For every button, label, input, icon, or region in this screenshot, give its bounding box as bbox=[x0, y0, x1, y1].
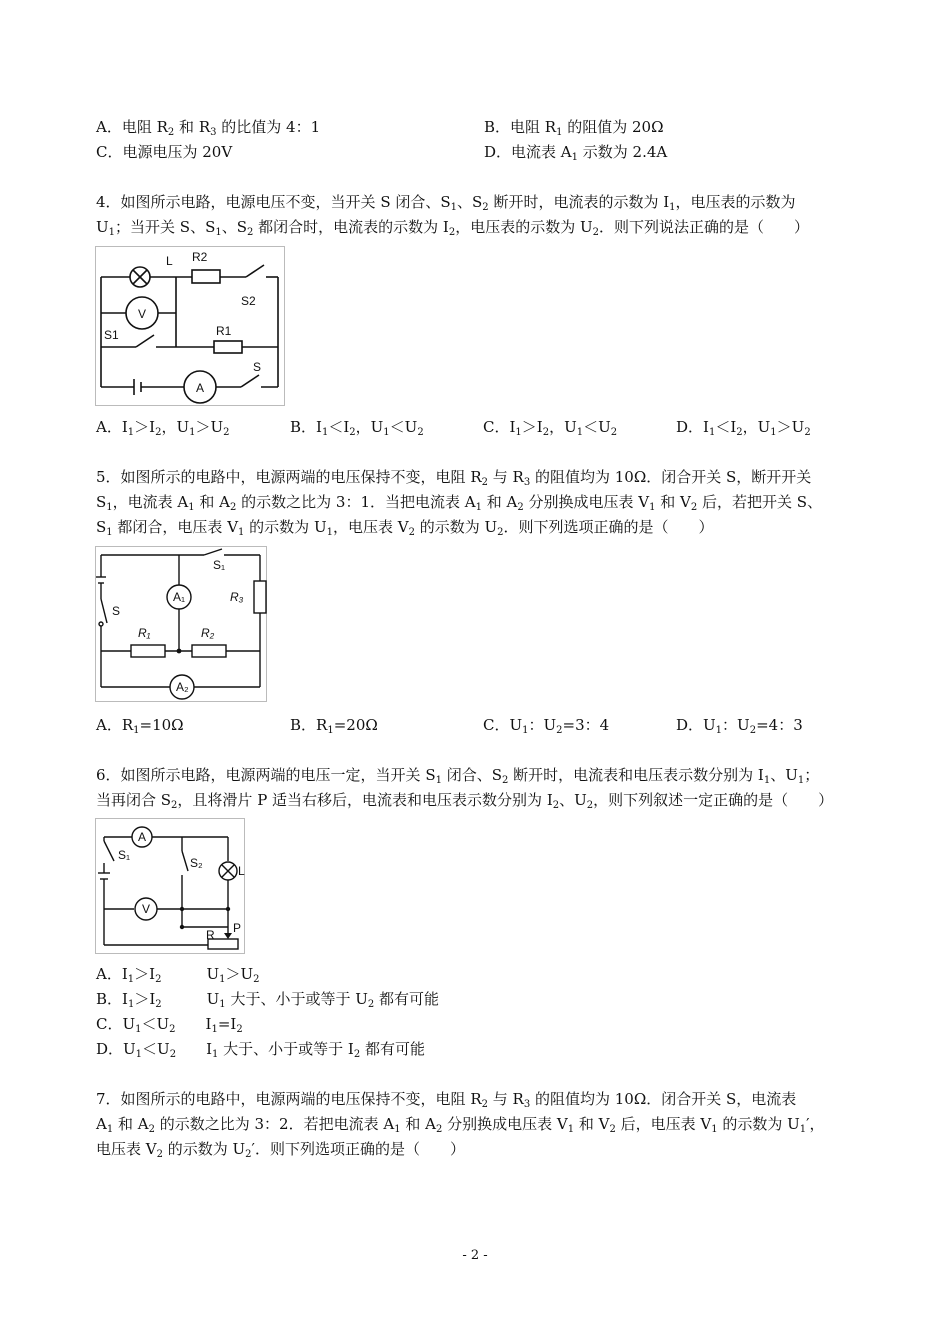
q5-fig-label-a2: A₂ bbox=[176, 680, 189, 694]
q4-fig-label-r2: R2 bbox=[192, 250, 208, 264]
q5-fig-label-r1: R₁ bbox=[138, 626, 151, 640]
q7-stem-line3: 电压表 $V_2$ 的示数为 $U_2'$．则下列选项正确的是（ ） bbox=[96, 1140, 465, 1160]
q4-option-a: A．$I_1>I_2$，$U_1>U_2$ bbox=[96, 418, 230, 438]
q3-option-d: D．电流表 $A_1$ 示数为 2.4A bbox=[484, 143, 668, 163]
q6-fig-label-v: V bbox=[142, 902, 151, 916]
q5-circuit-figure bbox=[95, 546, 267, 702]
q6-fig-label-s1: S₁ bbox=[118, 848, 131, 862]
q3-option-b: B．电阻 $R_1$ 的阻值为 20Ω bbox=[484, 118, 664, 138]
q7-stem-line1: 7．如图所示的电路中，电源两端的电压保持不变，电阻 $R_2$ 与 $R_3$ 的阻值均为 10Ω．闭合开关 S，电流表 bbox=[96, 1090, 797, 1110]
q5-fig-label-r2: R₂ bbox=[201, 626, 215, 640]
q4-option-b: B．$I_1<I_2$，$U_1<U_2$ bbox=[290, 418, 424, 438]
q4-fig-label-a: A bbox=[196, 381, 205, 395]
q5-option-b: B．$R_1=20\Omega$ bbox=[290, 716, 378, 736]
q5-stem-line1: 5．如图所示的电路中，电源两端的电压保持不变，电阻 $R_2$ 与 $R_3$ 的阻值均为 10Ω．闭合开关 S，断开开关 bbox=[96, 468, 812, 488]
q5-option-d: D．$U_1$：$U_2=4$：3 bbox=[676, 716, 803, 736]
q5-stem-line3: $S_1$ 都闭合，电压表 $V_1$ 的示数为 $U_1$，电压表 $V_2$ 的示数为 $U_2$．则下列选项正确的是（ ） bbox=[96, 518, 714, 538]
q4-fig-label-s2: S2 bbox=[241, 294, 256, 308]
page-number: - 2 - bbox=[462, 1248, 488, 1263]
q4-stem-line2: $U_1$；当开关 S、$S_1$、$S_2$ 都闭合时，电流表的示数为 $I_2$，电压表的示数为 $U_2$．则下列说法正确的是（ ） bbox=[96, 218, 810, 238]
q6-option-b: B．$I_1>I_2$ $U_1$ 大于、小于或等于 $U_2$ 都有可能 bbox=[96, 990, 440, 1010]
q6-fig-label-p: P bbox=[233, 921, 242, 935]
q5-option-a: A．$R_1=10\Omega$ bbox=[96, 716, 184, 736]
q4-fig-label-s: S bbox=[253, 360, 262, 374]
q6-fig-label-l: L bbox=[238, 864, 245, 878]
q6-option-c: C．$U_1<U_2$ $I_1=I_2$ bbox=[96, 1015, 243, 1035]
q5-stem-line2: $S_1$，电流表 $A_1$ 和 $A_2$ 的示数之比为 3：1．当把电流表 $A_1$ 和 $A_2$ 分别换成电压表 $V_1$ 和 $V_2$ 后，若把开关 S、 bbox=[96, 493, 823, 513]
q4-fig-label-r1: R1 bbox=[216, 324, 232, 338]
q6-fig-label-r: R bbox=[206, 928, 215, 942]
q6-option-d: D．$U_1<U_2$ $I_1$ 大于、小于或等于 $I_2$ 都有可能 bbox=[96, 1040, 426, 1060]
q5-fig-label-a1: A₁ bbox=[173, 590, 186, 604]
q4-option-c: C．$I_1>I_2$，$U_1<U_2$ bbox=[483, 418, 618, 438]
q6-fig-label-a: A bbox=[138, 830, 147, 844]
q3-option-a: A．电阻 $R_2$ 和 $R_3$ 的比值为 4：1 bbox=[96, 118, 321, 138]
q3-option-c: C．电源电压为 20V bbox=[96, 143, 233, 161]
q6-option-a: A．$I_1>I_2$ $U_1>U_2$ bbox=[96, 965, 260, 985]
q5-fig-label-s1: S₁ bbox=[213, 558, 226, 572]
q4-circuit-figure bbox=[95, 246, 285, 406]
q5-option-c: C．$U_1$：$U_2=3$：4 bbox=[483, 716, 610, 736]
q4-fig-label-v: V bbox=[138, 307, 147, 321]
q4-stem-line1: 4．如图所示电路，电源电压不变，当开关 S 闭合、$S_1$、$S_2$ 断开时，电流表的示数为 $I_1$，电压表的示数为 bbox=[96, 193, 796, 213]
q6-fig-label-s2: S₂ bbox=[190, 856, 203, 870]
q5-fig-label-r3: R₃ bbox=[230, 590, 244, 604]
q6-stem-line1: 6．如图所示电路，电源两端的电压一定，当开关 $S_1$ 闭合、$S_2$ 断开时，电流表和电压表示数分别为 $I_1$、$U_1$； bbox=[96, 766, 820, 786]
q4-fig-label-lamp: L bbox=[166, 254, 173, 268]
q4-option-d: D．$I_1<I_2$，$U_1>U_2$ bbox=[676, 418, 811, 438]
q6-stem-line2: 当再闭合 $S_2$，且将滑片 P 适当右移后，电流表和电压表示数分别为 $I_2$、$U_2$，则下列叙述一定正确的是（ ） bbox=[96, 791, 834, 811]
q6-circuit-figure bbox=[95, 818, 245, 954]
q5-fig-label-s: S bbox=[112, 604, 121, 618]
q7-stem-line2: $A_1$ 和 $A_2$ 的示数之比为 3：2．若把电流表 $A_1$ 和 $A_2$ 分别换成电压表 $V_1$ 和 $V_2$ 后，电压表 $V_1$ 的示数为 $U_1'$， bbox=[96, 1115, 825, 1135]
q4-fig-label-s1: S1 bbox=[104, 328, 119, 342]
